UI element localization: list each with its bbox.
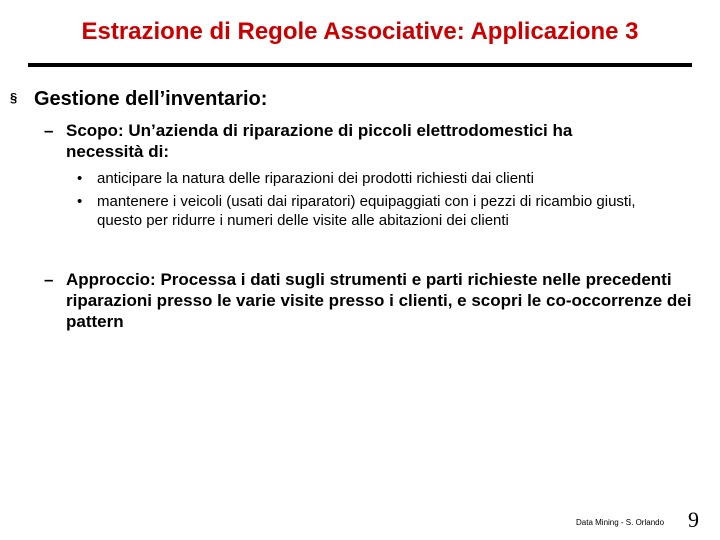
bullet-anticipare — [77, 169, 683, 188]
dot-bullet-icon: • — [77, 170, 83, 187]
bullet-gestione-inventario — [10, 88, 267, 111]
subitem-scopo — [44, 120, 654, 162]
square-bullet-icon: § — [10, 90, 18, 105]
scopo-text: Scopo: Un’azienda di riparazione di piccoli elettrodomestici ha necessità di: — [66, 121, 573, 161]
dash-bullet-icon: – — [44, 270, 54, 289]
slide-title: Estrazione di Regole Associative: Applicazione 3 — [81, 18, 639, 45]
bullet-mantenere — [77, 192, 683, 230]
footer-author: Data Mining - S. Orlando — [576, 518, 665, 527]
dot-bullet-icon: • — [77, 193, 83, 210]
approccio-text: Approccio: Processa i dati sugli strumenti e parti richieste nelle precedenti riparazioni presso le varie visite presso i clienti, e scopri le co-occorrenze dei pattern — [66, 270, 692, 331]
bullet-gestione-text: Gestione dell’inventario: — [34, 88, 268, 110]
subitem-approccio — [44, 269, 716, 332]
anticipare-text: anticipare la natura delle riparazioni dei prodotti richiesti dai clienti — [97, 170, 534, 187]
title-divider — [28, 63, 692, 67]
mantenere-text: mantenere i veicoli (usati dai riparatori) equipaggiati con i pezzi di ricambio giusti, questo per ridurre i numeri delle visite alle abitazioni dei clienti — [97, 193, 636, 229]
page-number: 9 — [688, 507, 699, 532]
dash-bullet-icon: – — [44, 121, 54, 140]
